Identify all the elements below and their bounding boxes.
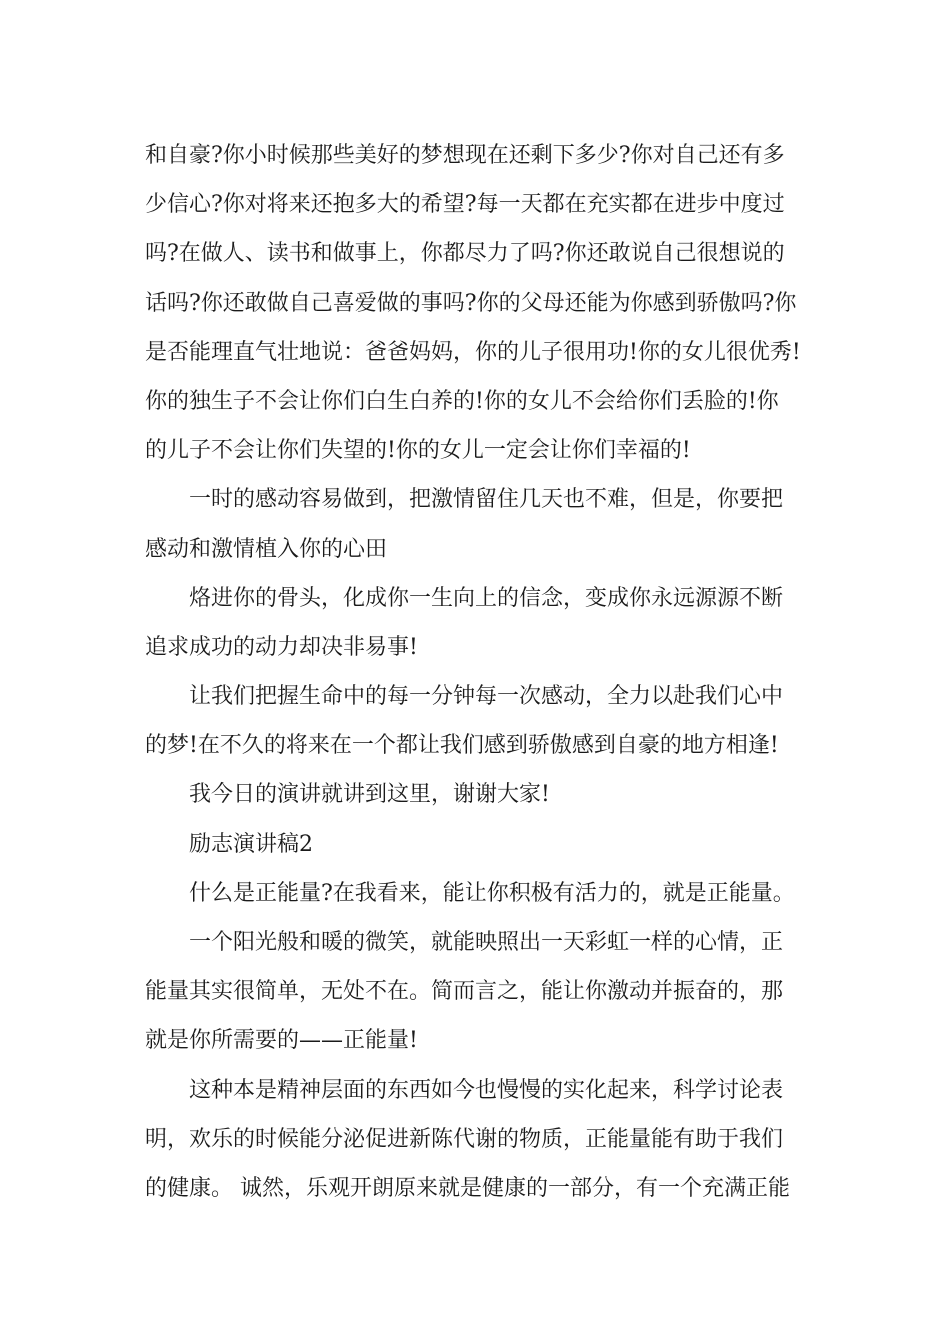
- text-line: 的儿子不会让你们失望的!你的女儿一定会让你们幸福的!: [145, 438, 691, 464]
- text-line: 你的独生子不会让你们白生白养的!你的女儿不会给你们丢脸的!你: [145, 388, 779, 414]
- document-body: [145, 131, 845, 1213]
- paragraph-first-line: 一个阳光般和暖的微笑，就能映照出一天彩虹一样的心情，正: [189, 930, 784, 955]
- paragraph-first-line: 我今日的演讲就讲到这里，谢谢大家!: [189, 782, 550, 808]
- text-line: 能量其实很简单，无处不在。简而言之，能让你激动并振奋的，那: [145, 979, 784, 1005]
- paragraph-first-line: 什么是正能量?在我看来，能让你积极有活力的，就是正能量。: [189, 880, 795, 906]
- text-line: 就是你所需要的——正能量!: [145, 1028, 418, 1054]
- text-line: 吗?在做人、读书和做事上，你都尽力了吗?你还敢说自己很想说的: [145, 241, 785, 267]
- paragraph-first-line: 一时的感动容易做到，把激情留住几天也不难，但是，你要把: [189, 487, 784, 513]
- paragraph-first-line: 烙进你的骨头，化成你一生向上的信念，变成你永远源源不断: [189, 585, 784, 611]
- text-line: 的健康。 诚然，乐观开朗原来就是健康的一部分，有一个充满正能: [145, 1175, 790, 1201]
- text-line: 追求成功的动力却决非易事!: [145, 634, 418, 660]
- paragraph-first-line: 让我们把握生命中的每一分钟每一次感动，全力以赴我们心中: [189, 684, 784, 710]
- text-line: 和自豪?你小时候那些美好的梦想现在还剩下多少?你对自己还有多: [145, 143, 785, 168]
- text-line: 少信心?你对将来还抱多大的希望?每一天都在充实都在进步中度过: [145, 192, 785, 218]
- text-line: 明，欢乐的时候能分泌促进新陈代谢的物质，正能量能有助于我们: [145, 1126, 784, 1152]
- paragraph-first-line: 励志演讲稿2: [189, 831, 313, 857]
- text-line: 感动和激情植入你的心田: [145, 536, 388, 562]
- text-line: 话吗?你还敢做自己喜爱做的事吗?你的父母还能为你感到骄傲吗?你: [145, 290, 797, 316]
- text-line: 是否能理直气壮地说：爸爸妈妈，你的儿子很用功!你的女儿很优秀!: [145, 339, 801, 365]
- paragraph-first-line: 这种本是精神层面的东西如今也慢慢的实化起来，科学讨论表: [189, 1077, 784, 1103]
- text-line: 的梦!在不久的将来在一个都让我们感到骄傲感到自豪的地方相逢!: [145, 733, 779, 759]
